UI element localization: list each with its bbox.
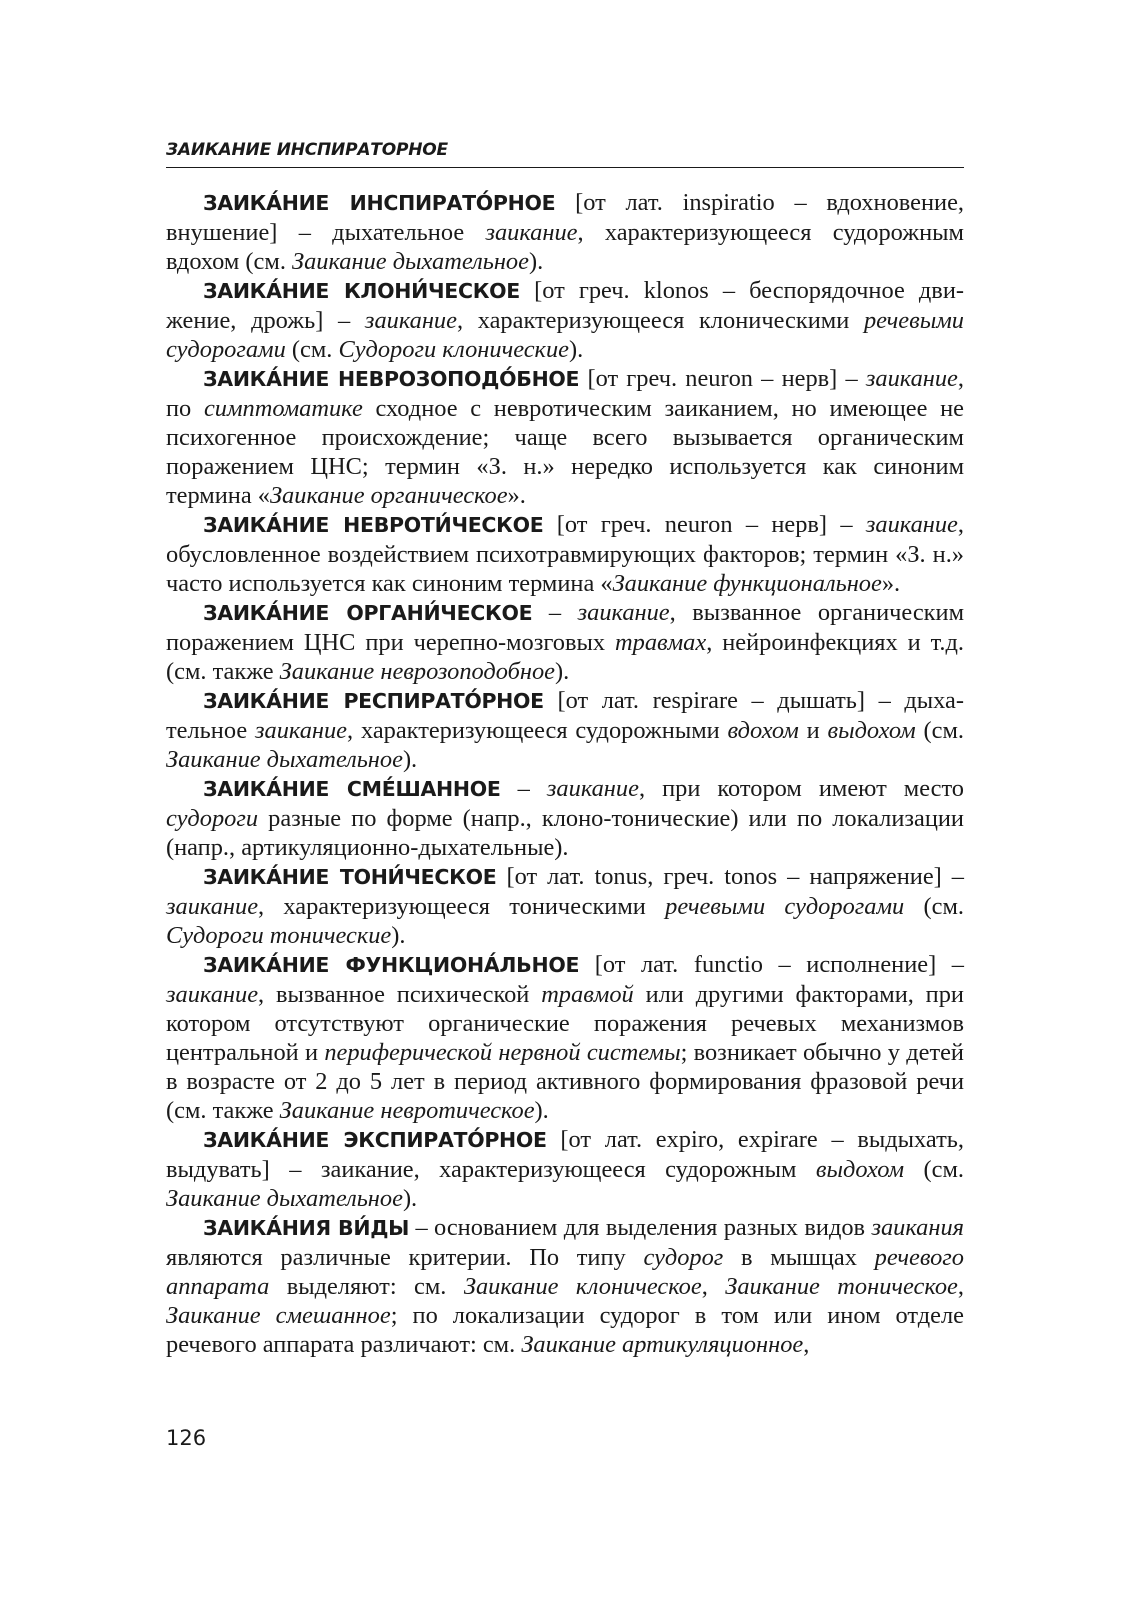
italic-term: заикание bbox=[364, 307, 457, 334]
definition-text: [от греч. klonos – беспорядочное движение, дрожь] – bbox=[166, 277, 964, 334]
definition-text: в мышцах bbox=[723, 1244, 875, 1271]
entry-headword: ЗАИКА́НИЕ КЛОНИ́ЧЕСКОЕ bbox=[203, 279, 520, 303]
italic-term: заикание bbox=[865, 365, 958, 392]
entry bbox=[166, 774, 964, 862]
definition-text: (см. bbox=[285, 336, 339, 363]
italic-term: речевого аппарата bbox=[166, 1244, 964, 1300]
entry-headword: ЗАИКА́НИЕ СМЕ́ШАННОЕ bbox=[203, 777, 501, 801]
entry-headword: ЗАИКА́НИЕ НЕВРОТИ́ЧЕСКОЕ bbox=[203, 513, 544, 537]
italic-term: Судороги клонические bbox=[338, 336, 569, 363]
italic-term: Заикание тоническое bbox=[725, 1273, 958, 1300]
italic-term: Заикание смешанное bbox=[166, 1302, 391, 1329]
italic-term: Заикание клоническое bbox=[463, 1273, 702, 1300]
entry bbox=[166, 510, 964, 598]
definition-text: (см. bbox=[904, 1156, 965, 1183]
entry bbox=[166, 364, 964, 510]
italic-term: вдохом bbox=[727, 717, 799, 744]
italic-term: Заикание дыхательное bbox=[166, 1185, 403, 1212]
entry-headword: ЗАИКА́НИЕ ТОНИ́ЧЕСКОЕ bbox=[203, 865, 497, 889]
definition-text: ). bbox=[555, 658, 570, 685]
definition-text: , по bbox=[166, 365, 964, 422]
definition-text: являются различные критерии. По типу bbox=[166, 1244, 644, 1271]
italic-term: выдохом bbox=[827, 717, 916, 744]
italic-term: Заикание неврозоподобное bbox=[279, 658, 555, 685]
italic-term: Заикание органическое bbox=[269, 482, 508, 509]
entry bbox=[166, 276, 964, 364]
entry bbox=[166, 188, 964, 276]
italic-term: Заикание дыхательное bbox=[166, 746, 403, 773]
italic-term: судороги bbox=[166, 805, 259, 832]
definition-text: [от греч. neuron – нерв] – bbox=[579, 365, 866, 392]
italic-term: периферической нервной системы bbox=[324, 1039, 681, 1066]
italic-term: речевыми судорогами bbox=[166, 307, 964, 363]
entry-headword: ЗАИКА́НИЕ ФУНКЦИОНА́ЛЬНОЕ bbox=[203, 953, 580, 977]
italic-term: заикания bbox=[871, 1214, 964, 1241]
entry-headword: ЗАИКА́НИЕ НЕВРОЗОПОДО́БНОЕ bbox=[203, 367, 580, 391]
definition-text: – bbox=[532, 599, 578, 626]
definition-text: (см. bbox=[915, 717, 964, 744]
italic-term: Заикание артикуляционное bbox=[521, 1331, 804, 1358]
italic-term: речевыми судорогами bbox=[665, 893, 905, 920]
definition-text: [от лат. respirare – дышать] – дыхательное bbox=[166, 687, 964, 744]
definition-text: ». bbox=[507, 482, 526, 509]
definition-text: ; возникает обычно у детей в возрасте от 2 до 5 лет в период активного формирования фразовой речи (см. также bbox=[166, 1039, 964, 1124]
entry bbox=[166, 1125, 964, 1213]
definition-text: разные по форме (напр., клоно-тонические) или по локализации (напр., артикуляционно-дыхательные). bbox=[166, 805, 964, 861]
entry bbox=[166, 950, 964, 1125]
italic-term: заикание bbox=[546, 775, 639, 802]
italic-term: заикание bbox=[485, 219, 578, 246]
definition-text: ; по локализации судорог в том или ином отделе речевого аппарата различают: см. bbox=[166, 1302, 964, 1358]
italic-term: Судороги тонические bbox=[166, 922, 392, 949]
italic-term: Заикание дыхательное bbox=[292, 248, 529, 275]
italic-term: выдохом bbox=[815, 1156, 905, 1183]
italic-term: заикание bbox=[166, 893, 259, 920]
definition-text: [от лат. inspiratio – вдохновение, внушение] – дыхательное bbox=[166, 189, 964, 246]
definition-text: , характеризующееся клоническими bbox=[456, 307, 864, 334]
definition-text: ). bbox=[534, 1097, 549, 1124]
definition-text: ). bbox=[402, 746, 418, 773]
definition-text: , характеризующееся тоническими bbox=[258, 893, 666, 920]
definition-text: [от греч. neuron – нерв] – bbox=[543, 511, 866, 538]
running-head: ЗАИКАНИЕ ИНСПИРАТОРНОЕ bbox=[166, 140, 448, 160]
italic-term: Заикание невротическое bbox=[279, 1097, 535, 1124]
definition-text: [от лат. expiro, expirare – выдыхать, выдувать] – заикание, характеризующееся судорожным bbox=[166, 1126, 964, 1183]
definition-text: , обусловленное воздействием психотравмирующих факторов; термин «З. н.» часто используется как синоним термина « bbox=[166, 511, 964, 597]
definition-text: , вызванное органическим поражением ЦНС при черепно-мозговых bbox=[166, 599, 965, 656]
definition-text: ). bbox=[568, 336, 584, 363]
definition-text: , bbox=[957, 1273, 964, 1300]
page-number: 126 bbox=[166, 1426, 207, 1450]
definition-text: , характеризующееся судорожным вдохом (см. bbox=[166, 219, 964, 275]
entry-headword: ЗАИКА́НИЕ ЭКСПИРАТО́РНОЕ bbox=[203, 1128, 547, 1152]
italic-term: травмах bbox=[615, 629, 707, 656]
definition-text: ). bbox=[402, 1185, 418, 1212]
italic-term: Заикание функциональное bbox=[612, 570, 882, 597]
definition-text: [от лат. tonus, греч. tonos – напряжение] – bbox=[496, 863, 964, 890]
definition-text: – bbox=[500, 775, 547, 802]
entry-headword: ЗАИКА́НИЯ ВИ́ДЫ bbox=[203, 1216, 410, 1240]
dictionary-text bbox=[166, 188, 964, 1359]
entry bbox=[166, 686, 964, 774]
definition-text: выделяют: см. bbox=[269, 1273, 464, 1300]
definition-text: , вызванное психической bbox=[258, 981, 542, 1008]
definition-text: ». bbox=[881, 570, 901, 597]
definition-text: , bbox=[701, 1273, 726, 1300]
italic-term: судорог bbox=[643, 1244, 724, 1271]
definition-text: и bbox=[798, 717, 828, 744]
italic-term: травмой bbox=[541, 981, 634, 1008]
entry-headword: ЗАИКА́НИЕ ИНСПИРАТО́РНОЕ bbox=[203, 191, 556, 215]
header-rule bbox=[166, 167, 964, 168]
italic-term: заикание bbox=[254, 717, 348, 744]
definition-text: – основанием для выделения разных видов bbox=[409, 1214, 872, 1241]
italic-term: симптоматике bbox=[203, 395, 363, 422]
italic-term: заикание bbox=[865, 511, 958, 538]
entry bbox=[166, 1213, 964, 1359]
definition-text: , при котором имеют место bbox=[638, 775, 965, 802]
entry-headword: ЗАИКА́НИЕ РЕСПИРАТО́РНОЕ bbox=[203, 689, 544, 713]
definition-text: , bbox=[803, 1331, 810, 1358]
italic-term: заикание bbox=[577, 599, 670, 626]
definition-text: ). bbox=[391, 922, 406, 949]
entry bbox=[166, 862, 964, 950]
definition-text: (см. bbox=[904, 893, 965, 920]
entry bbox=[166, 598, 964, 686]
definition-text: , нейроинфекциях и т.д. (см. также bbox=[166, 629, 965, 685]
definition-text: ). bbox=[528, 248, 544, 275]
definition-text: [от лат. functio – исполнение] – bbox=[579, 951, 964, 978]
italic-term: заикание bbox=[166, 981, 259, 1008]
entry-headword: ЗАИКА́НИЕ ОРГАНИ́ЧЕСКОЕ bbox=[203, 601, 533, 625]
definition-text: сходное с невротическим заиканием, но имеющее не психогенное происхождение; чаще всего вызывается органическим поражением ЦНС; термин «З. н.» нередко используется как синоним термина « bbox=[166, 395, 964, 509]
definition-text: или другими факторами, при котором отсутствуют органические поражения речевых механизмов центральной и bbox=[166, 981, 964, 1066]
definition-text: , характеризующееся судорожными bbox=[347, 717, 728, 744]
